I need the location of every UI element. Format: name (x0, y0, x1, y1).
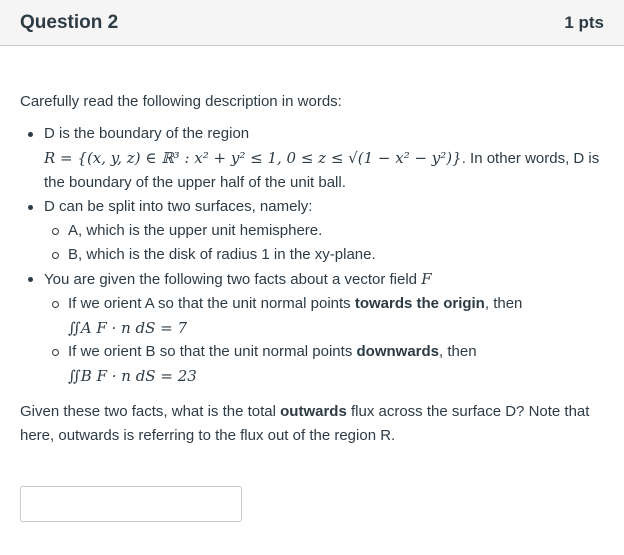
list-item (68, 340, 604, 388)
surface-b-text: B, which is the disk of radius 1 in the xy-plane. (68, 246, 376, 263)
surface-list (44, 219, 604, 267)
list-item (44, 267, 604, 388)
bullet-1-text: D is the boundary of the region (44, 125, 250, 142)
question-header (0, 0, 624, 46)
question-title: Question 2 (20, 11, 119, 33)
question-body (0, 90, 624, 522)
bullet-1-tail: . In other words, D is the boundary of the upper half of the unit ball. (44, 150, 600, 191)
fact-2-bold: downwards (356, 343, 440, 360)
facts-list (44, 292, 604, 388)
fact-2-prefix: If we orient B so that the unit normal points (68, 343, 357, 360)
fact-1-bold: towards the origin (354, 295, 485, 312)
list-item (44, 122, 604, 195)
region-definition-math: R = {(x, y, z) ∈ ℝ³ : x² + y² ≤ 1, 0 ≤ z ≤ √(1 − x² − y²)} (44, 149, 462, 167)
surface-a-text: A, which is the upper unit hemisphere. (68, 222, 323, 239)
intro-text: Carefully read the following description in words: (20, 93, 342, 110)
list-item (68, 292, 604, 340)
fact-2-suffix: , then (439, 343, 477, 360)
prompt-suffix: flux across the surface D? Note that here, outwards is referring to the flux out of the region R. (20, 403, 590, 444)
bullet-3-text: You are given the following two facts about a vector field (44, 271, 418, 288)
fact-1-math: ∬A F · n dS = 7 (68, 319, 188, 337)
prompt-prefix: Given these two facts, what is the total (20, 403, 281, 420)
list-item (68, 243, 604, 267)
fact-1-prefix: If we orient A so that the unit normal points (68, 295, 355, 312)
answer-input[interactable] (20, 486, 242, 522)
fact-1-suffix: , then (484, 295, 523, 312)
list-item (68, 219, 604, 243)
description-list (20, 122, 604, 388)
list-item (44, 195, 604, 267)
question-prompt (20, 400, 604, 448)
question-points: 1 pts (564, 12, 604, 32)
fact-2-math: ∬B F · n dS = 23 (68, 367, 197, 385)
prompt-bold: outwards (280, 403, 347, 420)
vector-field-symbol: F (421, 270, 432, 288)
bullet-2-text: D can be split into two surfaces, namely: (44, 198, 313, 215)
